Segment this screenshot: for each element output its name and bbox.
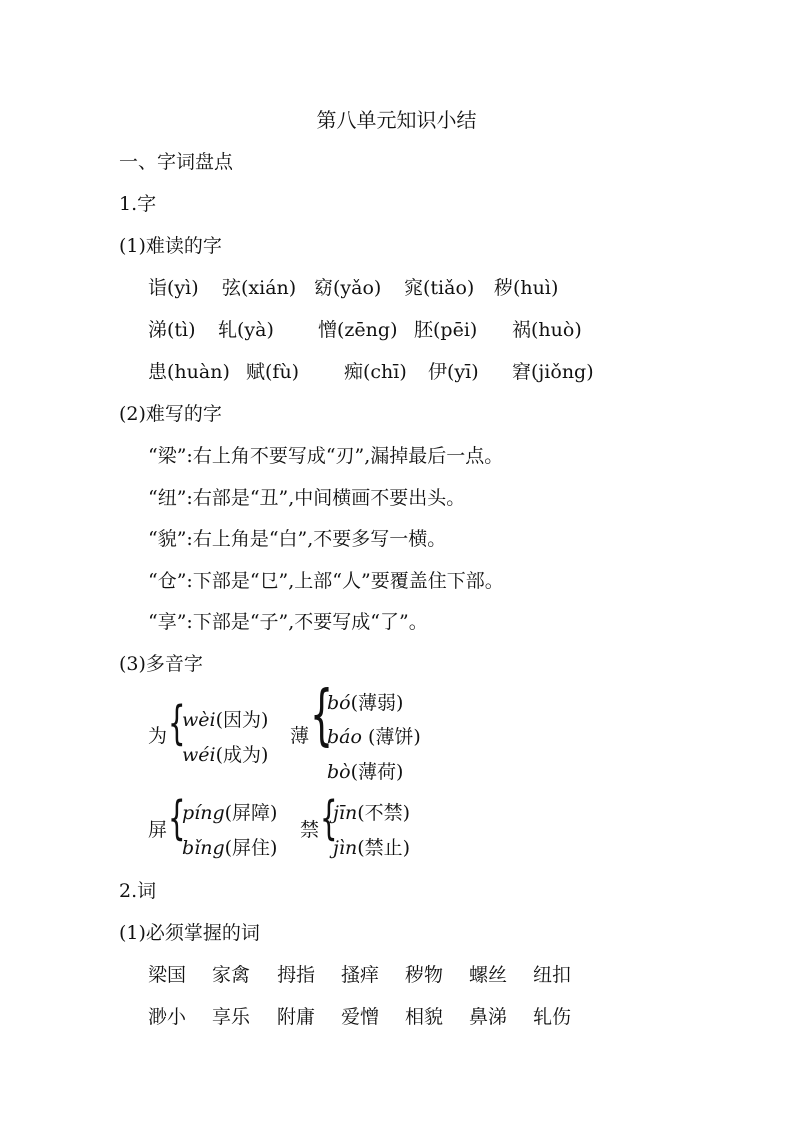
- vocab-word: 轧伤: [533, 1006, 572, 1028]
- vocab-word: 纽扣: [533, 964, 572, 986]
- brace-icon: {: [168, 696, 186, 750]
- char-item: 赋(fù): [246, 361, 300, 383]
- pinyin: píng: [182, 802, 225, 824]
- example-word: (薄荷): [350, 761, 404, 783]
- example-word: (不禁): [357, 802, 411, 824]
- writing-tip: “梁”:右上角不要写成“刃”,漏掉最后一点。: [148, 445, 504, 467]
- example-word: (屏障): [224, 802, 278, 824]
- char-item: 患(huàn): [148, 361, 230, 383]
- polyphonic-reading: [327, 722, 421, 749]
- polyphonic-reading: [182, 833, 277, 860]
- char-item: 窈(yǎo): [314, 277, 382, 299]
- polyphonic-reading: [182, 740, 268, 767]
- writing-tip: “仓”:下部是“㔾”,上部“人”要覆盖住下部。: [148, 570, 504, 592]
- vocab-word: 梁国: [148, 964, 187, 986]
- example-word: (屏住): [224, 837, 278, 859]
- pinyin: wéi: [182, 744, 216, 766]
- vocab-word: 附庸: [277, 1006, 316, 1028]
- example-word: (薄弱): [350, 692, 404, 714]
- polyphonic-reading: [327, 688, 403, 715]
- writing-tip: “纽”:右部是“丑”,中间横画不要出头。: [148, 487, 466, 509]
- polyphonic-reading: [333, 798, 410, 825]
- subheading-characters: 1.字: [119, 193, 157, 215]
- polyphonic-reading: [182, 705, 268, 732]
- writing-tip: “貌”:右上角是“白”,不要多写一横。: [148, 528, 447, 550]
- vocab-word: 相貌: [405, 1006, 444, 1028]
- vocab-word: 渺小: [148, 1006, 187, 1028]
- subheading-words: 2.词: [119, 880, 157, 902]
- vocab-word: 拇指: [277, 964, 316, 986]
- example-word: (成为): [215, 744, 269, 766]
- heading-polyphonic: (3)多音字: [119, 653, 203, 675]
- vocab-word: 爱憎: [341, 1006, 380, 1028]
- char-item: 伊(yī): [428, 361, 479, 383]
- example-word: (薄饼): [361, 726, 421, 748]
- brace-icon: {: [310, 676, 334, 753]
- vocab-word: 享乐: [212, 1006, 251, 1028]
- pinyin: jīn: [333, 802, 358, 824]
- char-item: 秽(huì): [494, 277, 559, 299]
- char-item: 憎(zēng): [318, 319, 398, 341]
- heading-must-master: (1)必须掌握的词: [119, 922, 260, 944]
- example-word: (因为): [215, 709, 269, 731]
- polyphonic-char: 为: [148, 725, 168, 747]
- vocab-word: 螺丝: [469, 964, 508, 986]
- char-item: 涕(tì): [148, 319, 196, 341]
- pinyin: bǐng: [182, 837, 225, 859]
- polyphonic-char: 薄: [290, 725, 310, 747]
- vocab-word: 家禽: [212, 964, 251, 986]
- char-item: 痴(chī): [344, 361, 407, 383]
- char-item: 窕(tiǎo): [404, 277, 475, 299]
- heading-hard-to-write: (2)难写的字: [119, 403, 222, 425]
- pinyin: wèi: [182, 709, 216, 731]
- brace-icon: {: [168, 791, 186, 845]
- char-item: 诣(yì): [148, 277, 199, 299]
- polyphonic-reading: [333, 833, 410, 860]
- pinyin: bó: [327, 692, 351, 714]
- pinyin: jìn: [333, 837, 358, 859]
- vocab-word: 鼻涕: [469, 1006, 508, 1028]
- vocab-word: 搔痒: [341, 964, 380, 986]
- example-word: (禁止): [357, 837, 411, 859]
- polyphonic-char: 禁: [300, 819, 320, 841]
- polyphonic-reading: [182, 798, 277, 825]
- pinyin: báo: [327, 726, 362, 748]
- char-item: 胚(pēi): [414, 319, 478, 341]
- vocab-word: 秽物: [405, 964, 444, 986]
- char-item: 轧(yà): [218, 319, 274, 341]
- heading-hard-to-read: (1)难读的字: [119, 235, 222, 257]
- pinyin: bò: [327, 761, 351, 783]
- polyphonic-reading: [327, 757, 403, 784]
- polyphonic-char: 屏: [148, 819, 168, 841]
- section-heading-words: 一、字词盘点: [119, 151, 234, 173]
- brace-icon: {: [320, 791, 338, 845]
- page-title: 第八单元知识小结: [316, 108, 477, 132]
- char-item: 祸(huò): [512, 319, 582, 341]
- writing-tip: “享”:下部是“子”,不要写成“了”。: [148, 611, 428, 633]
- char-item: 窘(jiǒng): [512, 361, 594, 383]
- char-item: 弦(xián): [222, 277, 297, 299]
